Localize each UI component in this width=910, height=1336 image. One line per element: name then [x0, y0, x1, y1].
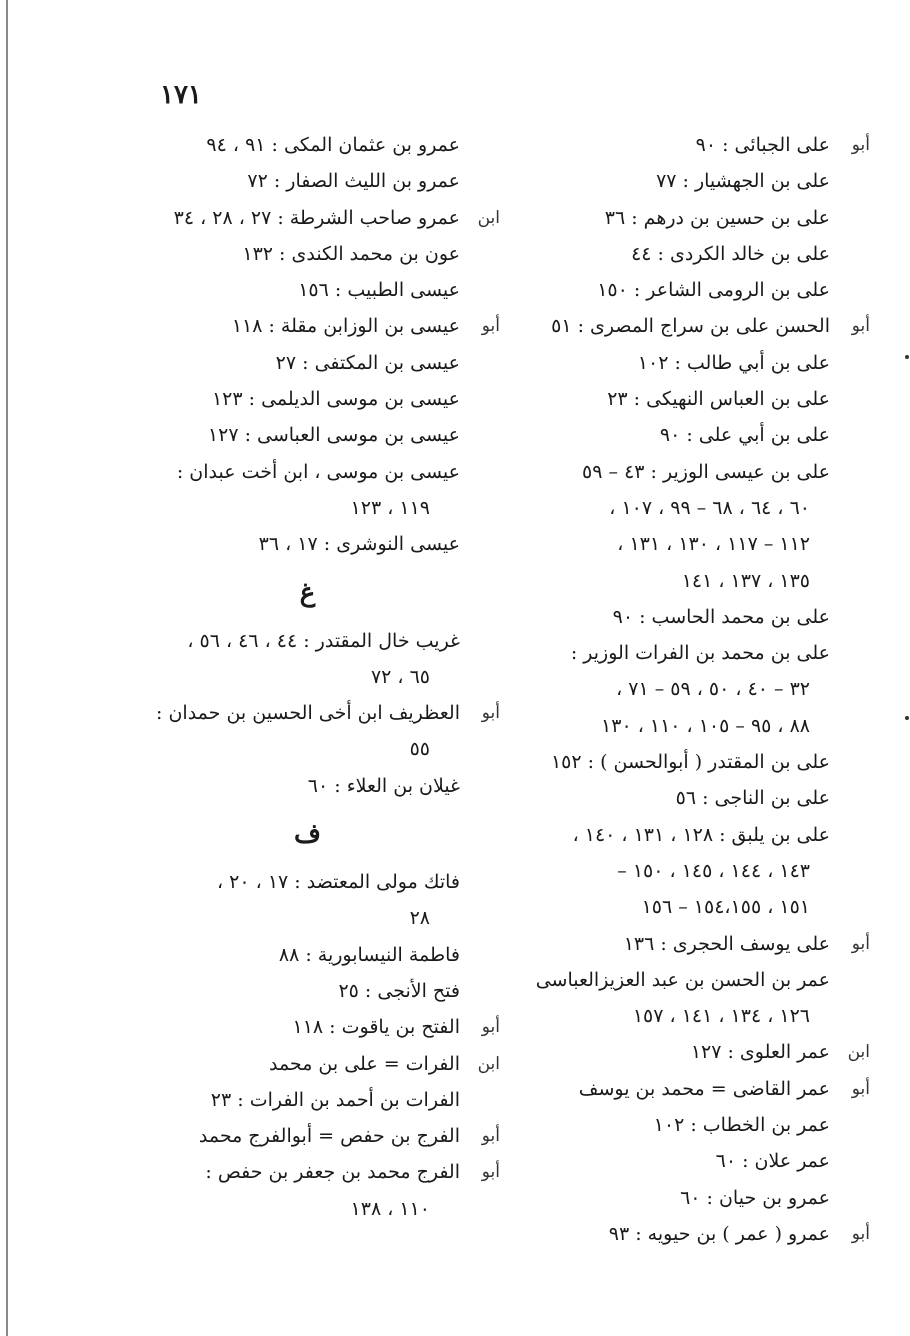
right-index-column [515, 127, 870, 1252]
entry-text: عمرو بن الليث الصفار : ٧٢ [247, 170, 460, 193]
index-entry [155, 1009, 500, 1045]
entry-continuation: ٦٥ ، ٧٢ [370, 665, 430, 688]
entry-continuation: ١٢٦ ، ١٣٤ ، ١٤١ ، ١٥٧ [632, 1005, 810, 1028]
index-entry [155, 272, 500, 308]
entry-text: عيسى بن موسى ، ابن أخت عبدان : [176, 460, 460, 483]
entry-continuation: ١١٢ – ١١٧ ، ١٣٠ ، ١٣١ ، [617, 533, 810, 556]
entry-text: عمر العلوى : ١٢٧ [690, 1041, 830, 1064]
entry-text: الفتح بن ياقوت : ١١٨ [292, 1016, 460, 1039]
entry-text: على يوسف الحجرى : ١٣٦ [623, 932, 830, 955]
entry-continuation: ٦٠ ، ٦٤ ، ٦٨ – ٩٩ ، ١٠٧ ، [609, 496, 810, 519]
entry-prefix: أبو [851, 933, 870, 954]
index-entry [155, 864, 500, 900]
index-entry [515, 889, 870, 925]
index-entry [155, 1082, 500, 1118]
entry-prefix: ابن [477, 207, 500, 228]
entry-continuation: ١١٩ ، ١٢٣ [350, 496, 430, 519]
entry-text: الفرات بن أحمد بن الفرات : ٢٣ [210, 1088, 460, 1111]
entry-text: غيلان بن العلاء : ٦٠ [307, 774, 460, 797]
entry-text: عيسى الطبيب : ١٥٦ [298, 279, 460, 302]
index-entry [515, 1143, 870, 1179]
index-entry [515, 998, 870, 1034]
margin-mark [905, 716, 909, 720]
entry-text: عيسى النوشرى : ١٧ ، ٣٦ [258, 533, 460, 556]
index-entry [155, 127, 500, 163]
section-letter: غ [299, 577, 316, 608]
entry-text: عمرو بن حيان : ٦٠ [680, 1186, 830, 1209]
entry-text: عيسى بن موسى العباسى : ١٢٧ [207, 424, 460, 447]
index-entry [515, 308, 870, 344]
index-entry [155, 1154, 500, 1190]
index-entry [155, 490, 500, 526]
index-entry [155, 526, 500, 562]
entry-continuation: ١٣٥ ، ١٣٧ ، ١٤١ [681, 569, 810, 592]
entry-prefix: أبو [851, 1223, 870, 1244]
index-entry [515, 708, 870, 744]
entry-text: الفرات = على بن محمد [268, 1052, 460, 1075]
index-entry [515, 962, 870, 998]
entry-text: فاطمة النيسابورية : ٨٨ [278, 943, 460, 966]
entry-text: عون بن محمد الكندى : ١٣٢ [242, 242, 460, 265]
entry-continuation: ٣٢ – ٤٠ ، ٥٠ ، ٥٩ – ٧١ ، [616, 678, 810, 701]
entry-text: عيسى بن موسى الديلمى : ١٢٣ [211, 388, 460, 411]
index-entry [155, 1191, 500, 1227]
entry-text: على الجبائى : ٩٠ [695, 134, 830, 156]
entry-text: عمر بن الحسن بن عبد العزيزالعباسى [535, 968, 830, 991]
entry-text: عيسى بن الوزابن مقلة : ١١٨ [231, 315, 460, 338]
entry-text: على بن محمد بن الفرات الوزير : [570, 642, 830, 665]
index-entry [155, 1118, 500, 1154]
entry-text: على بن أبي على : ٩٠ [659, 424, 830, 447]
entry-text: على بن الناجى : ٥٦ [675, 787, 830, 810]
entry-text: على بن أبي طالب : ١٠٢ [637, 351, 830, 374]
index-entry [515, 744, 870, 780]
index-entry [155, 900, 500, 936]
index-entry [155, 731, 500, 767]
index-entry [515, 345, 870, 381]
index-entry [515, 417, 870, 453]
entry-text: على بن محمد الحاسب : ٩٠ [612, 605, 830, 628]
entry-continuation: ٥٥ [409, 738, 430, 761]
index-entry [155, 163, 500, 199]
index-entry [515, 1180, 870, 1216]
entry-text: العظريف ابن أخى الحسين بن حمدان : [156, 702, 460, 725]
entry-prefix: أبو [481, 1162, 500, 1183]
entry-prefix: أبو [481, 703, 500, 724]
index-entry [155, 659, 500, 695]
entry-text: غريب خال المقتدر : ٤٤ ، ٤٦ ، ٥٦ ، [187, 629, 460, 652]
index-entry [155, 454, 500, 490]
index-entry [515, 163, 870, 199]
entry-text: الفرج بن حفص = أبوالفرج محمد [198, 1125, 460, 1148]
entry-text: على بن عيسى الوزير : ٤٣ – ٥٩ [582, 460, 830, 483]
entry-continuation: ٢٨ [409, 907, 430, 930]
entry-prefix: أبو [851, 316, 870, 337]
index-entry [515, 454, 870, 490]
index-entry [155, 1046, 500, 1082]
entry-text: على بن الرومى الشاعر : ١٥٠ [597, 279, 830, 302]
index-entry [515, 236, 870, 272]
entry-prefix: ابن [477, 1053, 500, 1074]
entry-prefix: أبو [851, 1078, 870, 1099]
entry-text: الحسن على بن سراج المصرى : ٥١ [551, 315, 830, 338]
entry-text: فتح الأنجى : ٢٥ [338, 979, 460, 1002]
entry-text: عمرو ( عمر ) بن حيويه : ٩٣ [608, 1222, 830, 1245]
index-entry [515, 1034, 870, 1070]
entry-prefix: أبو [481, 1126, 500, 1147]
index-entry [515, 127, 870, 163]
section-letter: ف [294, 819, 321, 850]
index-entry [515, 200, 870, 236]
entry-text: عمرو بن عثمان المكى : ٩١ ، ٩٤ [206, 134, 460, 156]
entry-text: عمرو صاحب الشرطة : ٢٧ ، ٢٨ ، ٣٤ [173, 206, 460, 229]
entry-text: على بن خالد الكردى : ٤٤ [631, 242, 830, 265]
entry-text: على بن العباس النهيكى : ٢٣ [607, 388, 830, 411]
index-entry [155, 381, 500, 417]
entry-continuation: ١٤٣ ، ١٤٤ ، ١٤٥ ، ١٥٠ – [617, 859, 810, 882]
entry-text: على بن حسين بن درهم : ٣٦ [604, 206, 830, 229]
entry-continuation: ٨٨ ، ٩٥ – ١٠٥ ، ١١٠ ، ١٣٠ [601, 714, 810, 737]
entry-prefix: أبو [481, 1017, 500, 1038]
index-entry [515, 599, 870, 635]
entry-text: على بن يلبق : ١٢٨ ، ١٣١ ، ١٤٠ ، [572, 823, 830, 846]
index-entry [515, 381, 870, 417]
index-entry [155, 937, 500, 973]
index-entry [515, 563, 870, 599]
entry-text: على بن المقتدر ( أبوالحسن ) : ١٥٢ [550, 751, 830, 774]
entry-prefix: أبو [851, 135, 870, 155]
page-number: ١٧١ [160, 80, 202, 110]
index-entry [515, 853, 870, 889]
entry-text: على بن الجهشيار : ٧٧ [656, 170, 830, 193]
index-entry [515, 1071, 870, 1107]
index-entry [515, 635, 870, 671]
index-entry [155, 417, 500, 453]
index-entry [515, 490, 870, 526]
entry-text: عمر القاضى = محمد بن يوسف [578, 1077, 830, 1100]
index-entry [515, 671, 870, 707]
index-entry [155, 308, 500, 344]
index-entry [515, 1107, 870, 1143]
entry-text: الفرج محمد بن جعفر بن حفص : [205, 1161, 460, 1184]
entry-prefix: أبو [481, 316, 500, 337]
entry-text: عمر علان : ٦٠ [715, 1150, 830, 1173]
index-entry [515, 817, 870, 853]
entry-prefix: ابن [847, 1042, 870, 1063]
index-entry [515, 526, 870, 562]
entry-text: فاتك مولى المعتضد : ١٧ ، ٢٠ ، [217, 871, 460, 894]
entry-text: عمر بن الخطاب : ١٠٢ [653, 1114, 830, 1137]
index-entry [155, 200, 500, 236]
index-entry [515, 780, 870, 816]
left-index-column [155, 127, 500, 1227]
entry-continuation: ١١٠ ، ١٣٨ [350, 1197, 430, 1220]
index-entry [155, 973, 500, 1009]
margin-mark [905, 355, 909, 359]
index-entry [515, 272, 870, 308]
page-edge-line [6, 0, 8, 1336]
index-entry [155, 695, 500, 731]
index-entry [515, 1216, 870, 1252]
index-entry [155, 768, 500, 804]
index-entry [155, 623, 500, 659]
entry-text: عيسى بن المكتفى : ٢٧ [275, 351, 460, 374]
index-entry [155, 345, 500, 381]
entry-continuation: ١٥١ ، ١٥٤،١٥٥ – ١٥٦ [641, 896, 810, 919]
index-entry [515, 926, 870, 962]
index-entry [155, 236, 500, 272]
